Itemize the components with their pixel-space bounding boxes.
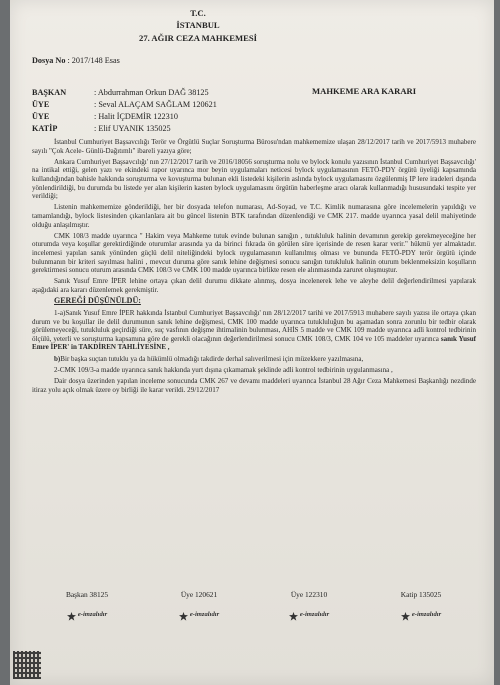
decision-item-1-text: 1-a)Sanık Yusuf Emre İPER hakkında İstanbul Cumhuriyet Başsavcılığı' nın 28/12/2017 tarihi ve 2017/5913 muhabere sayılı yazısı ile ortaya çıkan durum ve bu koşullar ile delil durumunun sanık lehine değişmesi, CMK 100 madde uyarınca tutukluluğun bu aşamadan sonra zorunlu bir tedbir olarak görülemeyeceği, tutukluluk geçirdiği süre, suç vasfının değişme ihtimalinin bulunması, AHİS 5 madde ve CMK 109 madde uyarınca adli kontrol tedbirinin ölçülü, yeterli ve soruşturma kapsamına göre de gerekli olacağının değerlendirilmesi sonucu CMK 108/3, CMK 104 ve 105 maddeler uyarınca — [32, 309, 476, 343]
header-tc: T.C. — [190, 8, 206, 18]
signature — [254, 590, 364, 621]
e-signature-icon — [401, 608, 410, 617]
decision-item-1b — [32, 355, 476, 364]
document-page — [10, 0, 494, 685]
signature-title: Üye 120621 — [180, 590, 218, 599]
paragraph: Ankara Cumhuriyet Başsavcılığı' nın 27/12/2017 tarih ve 2016/18056 soruşturma nolu ve bylock konulu yazısının İstanbul Cumhuriyet Başsavcılığı' na intikal ettiği, gelen yazı ve ekindeki rapor uyarınca mor beyin uygulamaları neticesi bylock uygulamasının FETÖ-PDY örgütü üyeliği kapsamında kullandığından bahisle hakkında soruşturma ve kovuşturma bulunan ekli listedeki kişilerin aslında bylock uygulamasını özgülenmiş IP lere iradeleri dışında yönlendirildiği, bu durumda bu listede yer alan kişilerin kasten bylock uygulamasını örgütün haberleşme aracı olarak kullanmadığı hususundaki tespite yer verildiği; — [32, 157, 476, 201]
panel-name: : Seval ALAÇAM SAĞLAM 120621 — [94, 100, 217, 109]
dosya-no — [32, 56, 120, 65]
e-signature-label: e-imzalıdır — [411, 611, 442, 618]
panel-role: BAŞKAN — [32, 88, 67, 97]
panel-role: KATİP — [32, 124, 58, 133]
doc-title: MAHKEME ARA KARARI — [312, 86, 417, 96]
signature-title: Üye 122310 — [290, 590, 328, 599]
esig-row — [254, 603, 364, 621]
header-city: İSTANBUL — [176, 20, 220, 30]
signature — [366, 590, 476, 621]
decision-item-1b-marker: b) — [54, 354, 61, 363]
body-text — [32, 138, 476, 397]
esig-row — [366, 603, 476, 621]
dosya-label: Dosya No — [32, 56, 66, 65]
paragraph: İstanbul Cumhuriyet Başsavcılığı Terör ve Örgütlü Suçlar Soruşturma Bürosu'ndan mahkememize ulaşan 28/12/2017 tarih ve 2017/5913 muhabere sayılı "Çok Acele- Günlü-Dağıtımlı" ibareli yazıya göre; — [32, 138, 476, 155]
esig-row — [32, 603, 142, 621]
e-signature-icon — [289, 608, 298, 617]
signature-title: Katip 135025 — [400, 590, 442, 599]
decision-item-1-bold: sanık Yusuf Emre İPER' in TAKDİREN TAHLİYESİNE , — [32, 334, 477, 352]
signature — [144, 590, 254, 621]
dosya-value: : 2017/148 Esas — [67, 56, 120, 65]
panel-name: : Halit İÇDEMİR 122310 — [94, 112, 178, 121]
e-signature-icon — [67, 608, 76, 617]
paragraph: CMK 108/3 madde uyarınca " Hakim veya Mahkeme tutuk evinde bulunan sanığın , tutukluluk halinin devamının gerekip gerekmeyeceğine her oturumda veya koşullar gerektirdiğinde oturumlar arasında ya da birinci fıkrada ön görülen süre içerisinde de resen karar verir." hükmü yer almaktadır. incelemesi yapılan sanık yönünden güçlü delil niteliğindeki bylock uygulamasının kullanılmış olması ve bununda FETÖ-PDY terör örgütü içinde bulunmanın bir kriteri sayılması halini , mevcut duruma göre sanık lehine değişmesi sonucu sanığın tutukluluk halinin oturum beklenmeksizin koşulların gerektirmesi sonucu oturum arasında CMK 108/3 ve CMK 100 madde uyarınca birlikte resen ele alınmasında zaruret oluşmuştur. — [32, 231, 476, 275]
e-signature-icon — [179, 608, 188, 617]
signature-block — [32, 590, 476, 630]
paragraph: Sanık Yusuf Emre İPER lehine ortaya çıkan delil durumu dikkate alınmış, dosya incelenerek lehe ve aleyhe delil değerlendirilmesi yapılarak aşağıdaki ara kararı düzenlemek gerekmiştir. — [32, 277, 476, 294]
gereg-heading: GEREĞİ DÜŞÜNÜLDÜ: — [54, 296, 141, 306]
panel-row — [32, 82, 302, 97]
e-signature-label: e-imzalıdır — [189, 611, 220, 618]
header-court: 27. AĞIR CEZA MAHKEMESİ — [139, 33, 257, 43]
signature — [32, 590, 142, 621]
paragraph: Listenin mahkememize gönderildiği, her bir dosyada telefon numarası, Ad-Soyad, ve T.C. Kimlik numarasına göre incelemelerin yapıldığı ve tamamlandığı, bylock listesinden çıkarılanlara ait bu güncel listenin BTK tarafından düzenlendiği ve CMK 217. madde uyarınca yasal delil mahiyetinde olduğu anlaşılmıştır. — [32, 203, 476, 229]
panel-list — [32, 82, 302, 133]
decision-item-2: 2-CMK 109/3-a madde uyarınca sanık hakkında yurt dışına çıkamamak şeklinde adli kontrol tedbirinin uygulanmasına , — [54, 365, 393, 374]
decision-item-1 — [32, 309, 476, 352]
decision-item-1b-text: Bir başka suçtan tutuklu ya da hükümlü olmadığı takdirde derhal salıverilmesi için müzekkere yazılmasına, — [60, 354, 364, 363]
panel-row — [32, 94, 302, 109]
panel-name: : Elif UYANIK 135025 — [94, 124, 171, 133]
qr-code-icon — [13, 651, 41, 679]
e-signature-label: e-imzalıdır — [299, 611, 330, 618]
panel-name: : Abdurrahman Orkun DAĞ 38125 — [94, 88, 209, 97]
panel-row — [32, 106, 302, 121]
closing-text: Dair dosya üzerinden yapılan inceleme sonucunda CMK 267 ve devamı maddeleri uyarınca İstanbul 28 Ağır Ceza Mahkemesi Başkanlığı nezdinde itiraz yolu açık olmak üzere oy birliği ile karar verildi. 29/12/2017 — [32, 377, 476, 394]
signature-title: Başkan 38125 — [65, 590, 109, 599]
e-signature-label: e-imzalıdır — [77, 611, 108, 618]
panel-role: ÜYE — [32, 100, 50, 109]
panel-row — [32, 118, 302, 133]
panel-role: ÜYE — [32, 112, 50, 121]
esig-row — [144, 603, 254, 621]
verification-strip — [150, 676, 480, 684]
